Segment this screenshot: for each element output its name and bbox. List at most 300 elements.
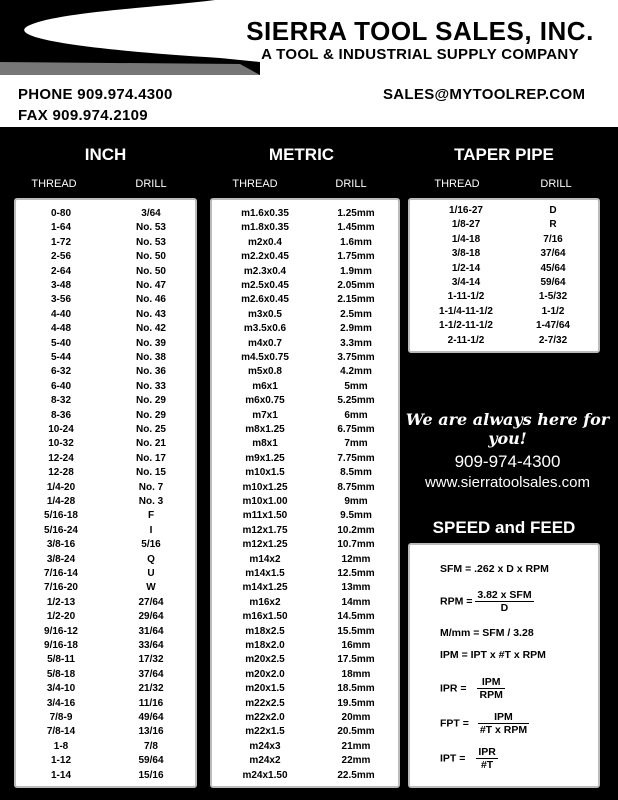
thread-cell: m1.6x0.35 [241,208,289,219]
thread-cell: m10x1.5 [245,467,285,479]
drill-cell: 2.5mm [340,308,372,320]
drill-cell: No. 53 [135,236,166,248]
table-row [16,410,195,424]
drill-cell: No. 43 [135,308,166,320]
drill-cell: 18.5mm [337,683,375,695]
thread-cell: 6-40 [50,380,71,392]
thread-cell: m10x1.00 [242,496,288,507]
email-address: SALES@MYTOOLREP.COM [383,86,586,103]
table-row [410,306,598,320]
table-row [410,234,598,248]
drill-cell: No. 46 [135,294,166,306]
thread-cell: 8-32 [50,395,71,407]
table-row [212,669,398,683]
thread-cell: m1.8x0.35 [241,222,289,234]
table-row [212,568,398,582]
slogan: We are always here for you! [405,410,610,448]
table-row [212,654,398,668]
thread-cell: 7/16-14 [44,568,78,579]
drill-cell: No. 50 [135,265,166,277]
table-row [16,381,195,395]
table-row [410,335,598,349]
table-row [212,338,398,352]
drill-cell: 5.25mm [337,395,375,407]
table-row [212,467,398,481]
thread-cell: 3/8-16 [46,539,76,551]
thread-cell: 7/8-14 [46,726,76,738]
thread-cell: 3-48 [50,280,71,291]
table-row [16,669,195,683]
thread-cell: m24x3 [249,740,281,752]
table-row [410,320,598,334]
drill-cell: 1-1/2 [541,305,565,317]
thread-cell: 3/4-16 [46,697,76,709]
drill-cell: No. 29 [135,409,166,421]
thread-cell: m6x0.75 [245,395,285,407]
table-row [16,467,195,481]
website-link[interactable]: www.sierratoolsales.com [424,474,591,491]
table-row [410,263,598,277]
drill-cell: 7mm [344,438,368,450]
thread-cell: m4x0.7 [248,337,282,349]
table-row [16,294,195,308]
sfm-formula: SFM = .262 x D x RPM [440,563,549,575]
table-row [212,251,398,265]
table-row [16,712,195,726]
drill-cell: No. 39 [135,337,166,349]
drill-cell: 27/64 [138,596,164,608]
thread-cell: 12-28 [48,467,74,479]
drill-cell: No. 15 [135,467,166,479]
drill-cell: 17/32 [138,654,164,666]
thread-cell: m24x2 [249,755,281,767]
drill-cell: 1.75mm [337,251,375,263]
thread-cell: 1/4-20 [46,481,76,493]
table-row [212,309,398,323]
thread-cell: m10x1.25 [242,481,288,493]
drill-cell: 15.5mm [337,625,375,637]
drill-cell: 16mm [341,640,371,651]
table-row [16,482,195,496]
thread-cell: 1/8-27 [451,219,481,231]
thread-cell: 1-72 [50,236,71,248]
table-row [410,277,598,291]
thread-cell: m24x1.50 [242,769,288,781]
taper-table [408,198,600,353]
drill-cell: No. 38 [135,352,166,363]
drill-cell: No. 47 [135,280,166,291]
thread-cell: m5x0.8 [248,366,282,378]
table-row [16,251,195,265]
drill-cell: No. 7 [138,481,164,493]
table-row [16,496,195,510]
drill-cell: U [147,568,155,579]
phone-number: PHONE 909.974.4300 [18,86,173,103]
drill-cell: 29/64 [138,611,164,623]
thread-cell: m8x1.25 [245,424,285,435]
table-row [410,205,598,219]
thread-cell: 9/16-12 [44,625,78,637]
thread-cell: m18x2.5 [245,625,285,637]
drill-cell: No. 3 [138,496,164,507]
taper-drill-header: DRILL [540,178,572,190]
thread-cell: m4.5x0.75 [241,352,289,363]
table-row [16,770,195,784]
table-row [16,366,195,380]
drill-cell: 49/64 [138,712,164,723]
table-row [212,280,398,294]
thread-cell: 5/16-18 [44,510,78,522]
thread-cell: 1/4-18 [451,233,481,245]
table-row [212,597,398,611]
table-row [16,237,195,251]
drill-cell: 3.3mm [340,337,372,349]
drill-cell: 1.9mm [340,265,372,277]
fax-number: FAX 909.974.2109 [18,107,148,124]
drill-cell: 14mm [341,596,371,608]
thread-cell: 1-11-1/2 [447,291,485,303]
thread-cell: 2-11-1/2 [447,334,485,346]
thread-cell: m2.5x0.45 [241,280,289,291]
table-row [16,640,195,654]
drill-cell: 5/16 [141,539,161,551]
thread-cell: 4-48 [50,323,71,335]
thread-cell: 3/8-24 [46,553,76,565]
thread-cell: m22x2.5 [245,697,285,709]
thread-cell: 3/4-14 [451,277,481,288]
company-tagline: A TOOL & INDUSTRIAL SUPPLY COMPANY [261,46,579,63]
drill-cell: 9mm [344,496,368,507]
drill-cell: 6mm [344,409,368,421]
thread-cell: 3/4-10 [46,683,76,695]
drill-cell: No. 50 [135,251,166,263]
fpt-formula: FPT = $\frac{\text{IPM}}{\text{\#T x RPM}}$ [440,711,528,736]
thread-cell: m16x1.50 [242,611,288,623]
thread-cell: 12-24 [48,452,74,464]
thread-cell: 8-36 [50,409,71,421]
drill-cell: 12.5mm [337,568,375,579]
thread-cell: 6-32 [50,366,71,378]
drill-cell: 37/64 [138,668,164,680]
drill-cell: 4.2mm [340,366,372,378]
drill-cell: 20mm [341,712,371,723]
thread-cell: 1-64 [50,222,71,234]
drill-cell: 2.05mm [337,280,375,291]
thread-cell: 0-80 [50,208,71,219]
drill-cell: D [549,205,557,216]
drill-cell: 8.75mm [337,481,375,493]
table-row [16,208,195,222]
thread-cell: 10-32 [48,438,74,450]
thread-cell: 3/8-18 [451,248,481,260]
drill-cell: 1.25mm [337,208,375,219]
thread-cell: 4-40 [50,308,71,320]
drill-cell: 1.6mm [340,236,372,248]
thread-cell: m20x1.5 [245,683,285,695]
table-row [16,726,195,740]
drill-cell: 1-47/64 [536,320,570,332]
thread-cell: m22x1.5 [245,726,285,738]
drill-cell: I [149,524,153,536]
table-row [212,741,398,755]
table-row [16,654,195,668]
inch-table [14,198,197,788]
thread-cell: m12x1.25 [242,539,288,551]
ipr-formula: IPR = $\frac{\text{IPM}}{\text{RPM}}$ [440,676,503,701]
table-row [16,266,195,280]
thread-cell: 1/2-13 [46,596,76,608]
drill-cell: No. 33 [135,380,166,392]
drill-cell: 33/64 [138,640,164,651]
table-row [212,755,398,769]
table-row [212,770,398,784]
table-row [212,554,398,568]
thread-cell: m9x1.25 [245,452,285,464]
table-row [212,482,398,496]
table-row [16,525,195,539]
table-row [16,222,195,236]
ipm-formula: IPM = IPT x #T x RPM [440,649,546,661]
table-row [16,395,195,409]
drill-cell: 1-5/32 [538,291,568,303]
table-row [212,352,398,366]
company-name: SIERRA TOOL SALES, INC. [246,16,594,46]
table-row [212,698,398,712]
table-row [16,510,195,524]
table-row [212,539,398,553]
table-row [16,683,195,697]
mmm-formula: M/mm = SFM / 3.28 [440,627,534,639]
table-row [16,554,195,568]
drill-cell: 45/64 [540,262,566,274]
thread-cell: 3-56 [50,294,71,306]
thread-cell: 5-40 [50,337,71,349]
taper-title: TAPER PIPE [454,145,554,164]
table-row [16,597,195,611]
table-row [16,438,195,452]
table-row [212,208,398,222]
drill-cell: No. 25 [135,424,166,435]
table-row [16,539,195,553]
drill-cell: 22.5mm [337,769,375,781]
table-row [16,626,195,640]
drill-cell: W [146,582,156,594]
drill-cell: 20.5mm [337,726,375,738]
drill-cell: 15/16 [138,769,164,781]
thread-cell: m8x1 [252,438,278,450]
thread-cell: 1-1/2-11-1/2 [439,320,493,332]
table-row [212,510,398,524]
table-row [16,309,195,323]
table-row [16,453,195,467]
thread-cell: 1/4-28 [46,496,76,507]
thread-cell: 1/2-20 [46,611,76,623]
drill-cell: 3/64 [141,208,161,219]
drill-cell: 7/16 [543,233,563,245]
taper-thread-header: THREAD [434,178,480,190]
drill-cell: 37/64 [540,248,566,260]
thread-cell: 7/8-9 [49,712,73,723]
thread-cell: m6x1 [252,380,278,392]
table-row [16,352,195,366]
thread-cell: 9/16-18 [44,640,78,651]
drill-cell: 11/16 [138,697,164,709]
thread-cell: 1-8 [53,740,69,752]
thread-cell: m3x0.5 [248,308,282,320]
metric-thread-header: THREAD [232,178,278,190]
thread-cell: 10-24 [48,424,74,435]
drill-cell: 2.15mm [337,294,375,306]
table-row [212,438,398,452]
table-row [16,280,195,294]
drill-cell: 17.5mm [337,654,375,666]
table-row [212,712,398,726]
drill-cell: 14.5mm [337,611,375,623]
metric-title: METRIC [268,145,335,164]
thread-cell: m3.5x0.6 [243,323,287,335]
thread-cell: m2.3x0.4 [243,265,287,277]
thread-cell: 1/2-14 [451,262,481,274]
thread-cell: 5/8-11 [47,654,75,666]
table-row [212,626,398,640]
table-row [212,683,398,697]
table-row [212,366,398,380]
table-row [212,611,398,625]
thread-cell: m2.6x0.45 [241,294,289,306]
thread-cell: 5-44 [50,352,71,363]
table-row [212,381,398,395]
drill-cell: 2.9mm [340,323,372,335]
thread-cell: 1-14 [50,769,71,781]
inch-thread-header: THREAD [31,178,77,190]
drill-cell: 19.5mm [337,697,375,709]
drill-cell: 6.75mm [337,424,375,435]
inch-drill-header: DRILL [135,178,167,190]
drill-cell: No. 21 [135,438,166,450]
table-row [410,248,598,262]
drill-cell: No. 17 [135,452,166,464]
table-row [16,424,195,438]
table-row [212,582,398,596]
speed-feed-title: SPEED and FEED [432,518,576,537]
inch-title: INCH [84,145,127,164]
promo-phone: 909-974-4300 [454,452,561,471]
thread-cell: m20x2.5 [245,654,285,666]
metric-table [210,198,400,788]
metric-drill-header: DRILL [335,178,367,190]
table-row [16,698,195,712]
drill-cell: 7/8 [144,740,158,752]
thread-cell: m18x2.0 [245,640,285,651]
thread-cell: m20x2.0 [245,668,285,680]
drill-cell: 13/16 [138,726,164,738]
rpm-formula: RPM = $\frac{\text{3.82 x SFM}}{D}$ [440,589,532,614]
header [0,0,618,127]
road-swoosh-logo [0,0,260,75]
drill-cell: 1.45mm [337,222,375,234]
thread-cell: m14x2 [249,553,281,565]
drill-cell: 2-7/32 [538,334,568,346]
drill-cell: 31/64 [138,625,164,637]
thread-cell: m16x2 [249,596,281,608]
company-branding [230,16,610,64]
drill-cell: 22mm [341,755,371,767]
thread-cell: m7x1 [252,409,278,421]
drill-cell: No. 29 [135,395,166,407]
table-row [16,568,195,582]
drill-cell: 10.2mm [337,524,375,536]
thread-cell: 1-12 [50,755,71,767]
thread-cell: 5/8-18 [46,668,76,680]
table-row [16,582,195,596]
drill-cell: No. 36 [135,366,166,378]
drill-cell: 9.5mm [340,510,372,522]
thread-cell: 2-64 [50,265,71,277]
drill-cell: 18mm [341,668,371,680]
thread-cell: m14x1.25 [242,582,288,594]
drill-cell: Q [147,553,155,565]
thread-cell: 2-56 [50,251,71,263]
drill-cell: R [549,219,557,231]
drill-cell: 12mm [341,553,371,565]
table-row [212,222,398,236]
drill-cell: No. 42 [135,323,166,335]
table-row [16,338,195,352]
drill-cell: 59/64 [138,755,164,767]
table-row [212,410,398,424]
drill-cell: No. 53 [135,222,166,234]
drill-cell: 8.5mm [340,467,372,479]
drill-cell: 21mm [341,740,371,752]
thread-cell: m14x1.5 [245,568,285,579]
drill-cell: 21/32 [138,683,164,695]
table-row [16,611,195,625]
table-row [212,726,398,740]
thread-cell: m12x1.75 [242,524,288,536]
speed-feed-panel [408,543,600,788]
table-row [16,741,195,755]
thread-cell: 7/16-20 [44,582,78,594]
table-row [212,496,398,510]
drill-cell: 3.75mm [337,352,375,363]
thread-cell: m2x0.4 [248,236,282,248]
table-row [212,294,398,308]
thread-cell: m11x1.50 [242,510,288,522]
table-row [212,453,398,467]
ipt-formula: IPT = $\frac{\text{IPR}}{\#T}$ [440,746,496,771]
table-row [212,525,398,539]
thread-cell: m2.2x0.45 [241,251,289,263]
table-row [212,424,398,438]
table-row [410,219,598,233]
table-row [212,323,398,337]
promo-block [405,410,610,491]
table-row [16,755,195,769]
drill-cell: 7.75mm [337,452,375,464]
thread-cell: 1-1/4-11-1/2 [439,305,493,317]
drill-cell: 59/64 [540,277,566,288]
drill-cell: 13mm [341,582,371,594]
table-row [212,237,398,251]
thread-cell: 1/16-27 [449,205,483,216]
table-row [212,640,398,654]
thread-cell: 5/16-24 [44,524,78,536]
table-row [212,395,398,409]
table-row [16,323,195,337]
table-row [212,266,398,280]
thread-cell: m22x2.0 [245,712,285,723]
drill-cell: 10.7mm [337,539,375,551]
